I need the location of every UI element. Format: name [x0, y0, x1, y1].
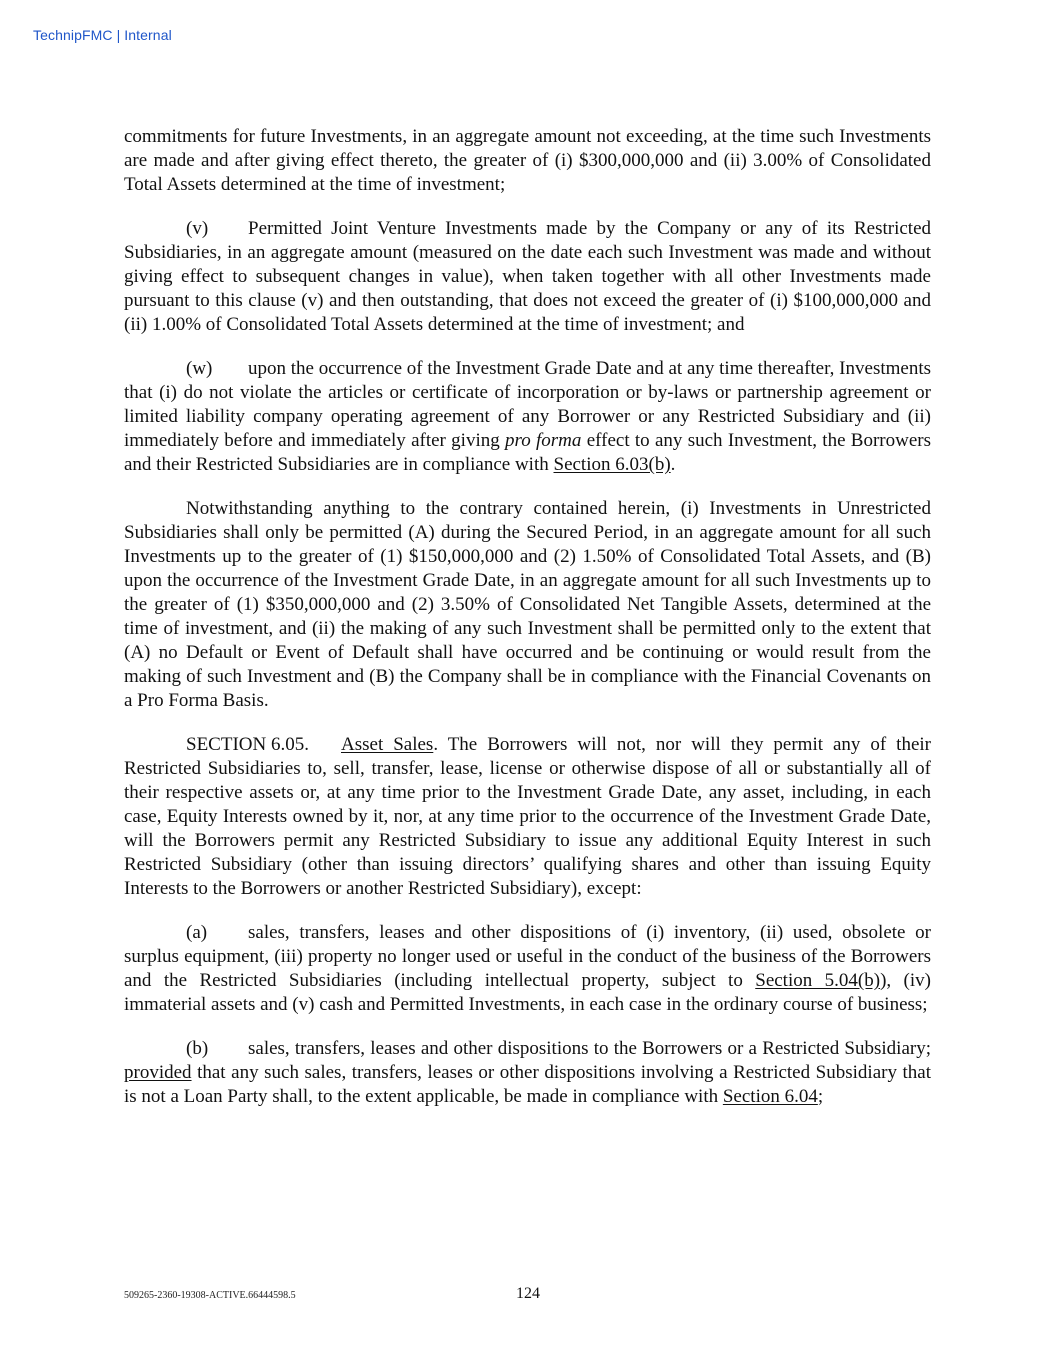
paragraph-text: . The Borrowers will not, nor will they permit any of their Restricted Subsidiaries to, sell, transfer, lease, license or otherwise dispose of all or substantially all of their respective assets or, at any time prior to the Investment Grade Date, any asset, including, in each case, Equity Interests owned by it, nor, at any time prior to the occurrence of the Investment Grade Date, will the Borrowers permit any Restricted Subsidiary to issue any additional Equity Interest in such Restricted Subsidiary (other than issuing directors’ qualifying shares and other than issuing Equity Interests to the Borrowers or another Restricted Subsidiary), except: — [124, 734, 932, 899]
clause-text: upon the occurrence of the Investment Grade Date and at any time thereafter, Investments that (i) do not violate the articles or certificate of incorporation or by-laws or partnership agreement or limited liability company operating agreement of any Borrower or any Restricted Subsidiary and (ii) immediately before and immediately after giving — [124, 358, 931, 451]
clause-text: that any such sales, transfers, leases or other dispositions involving a Restricted Subsidiary that is not a Loan Party shall, to the extent applicable, be made in compliance with — [124, 1062, 931, 1107]
clause-enumerator: (v) — [186, 218, 209, 239]
paragraph-investments-continued — [124, 125, 931, 197]
paragraph-text: commitments for future Investments, in an aggregate amount not exceeding, at the time such Investments are made and after giving effect thereto, the greater of (i) $300,000,000 and (ii) 3.00% of Consolidated Total Assets determined at the time of investment; — [124, 126, 931, 195]
section-number: SECTION 6.05. — [186, 734, 309, 755]
clause-enumerator: (a) — [186, 922, 208, 943]
paragraph-text: Notwithstanding anything to the contrary contained herein, (i) Investments in Unrestricted Subsidiaries shall only be permitted (A) during the Secured Period, in an aggregate amount for all such Investments up to the greater of (1) $150,000,000 and (2) 1.50% of Consolidated Total Assets, and (B) upon the occurrence of the Investment Grade Date, in an aggregate amount for all such Investments up to the greater of (1) $350,000,000 and (2) 3.50% of Consolidated Net Tangible Assets, determined at the time of investment, and (ii) the making of any such Investment shall be permitted only to the extent that (A) no Default or Event of Default shall have occurred and be continuing or would result from the making of such Investment and (B) the Company shall be in compliance with the Financial Covenants on a Pro Forma Basis. — [124, 498, 931, 711]
clause-text: sales, transfers, leases and other dispositions to the Borrowers or a Restricted Subsidiary; — [248, 1038, 931, 1059]
section-reference: Section 6.03(b) — [553, 454, 671, 475]
clause-enumerator: (b) — [186, 1038, 209, 1059]
italic-term: pro forma — [505, 430, 582, 451]
clause-w — [124, 357, 931, 477]
clause-text: Permitted Joint Venture Investments made by the Company or any of its Restricted Subsidiaries, in an aggregate amount (measured on the date each such Investment was made and without giving effect to subsequent changes in value), when taken together with all other Investments made pursuant to this clause (v) and then outstanding, that does not exceed the greater of (i) $100,000,000 and (ii) 1.00% of Consolidated Total Assets determined at the time of investment; and — [124, 218, 931, 335]
clause-v — [124, 217, 931, 337]
document-body — [124, 125, 931, 1129]
clause-text: ; — [817, 1086, 824, 1107]
proviso-term: provided — [124, 1062, 192, 1083]
clause-b — [124, 1037, 931, 1109]
section-reference: Section 5.04(b) — [755, 970, 881, 991]
clause-enumerator: (w) — [186, 358, 213, 379]
notwithstanding-paragraph — [124, 497, 931, 713]
classification-label: TechnipFMC | Internal — [33, 27, 172, 43]
footer-document-id: 509265-2360-19308-ACTIVE.66444598.5 — [124, 1290, 296, 1301]
clause-text: . — [670, 454, 676, 475]
clause-text: sales, transfers, leases and other dispositions of (i) inventory, (ii) used, obsolete or surplus equipment, (iii) property no longer used or useful in the conduct of the business of the Borrowers and the Restricted Subsidiaries (including intellectual property, subject to — [124, 922, 931, 991]
page-number: 124 — [516, 1285, 540, 1302]
section-6-05-heading-paragraph — [124, 733, 931, 901]
clause-text: ), (iv) immaterial assets and (v) cash and Permitted Investments, in each case in the ordinary course of business; — [124, 970, 931, 1015]
section-title: Asset Sales — [341, 734, 434, 755]
section-reference: Section 6.04 — [722, 1086, 818, 1107]
clause-a — [124, 921, 931, 1017]
clause-text: effect to any such Investment, the Borrowers and their Restricted Subsidiaries are in compliance with — [124, 430, 931, 475]
